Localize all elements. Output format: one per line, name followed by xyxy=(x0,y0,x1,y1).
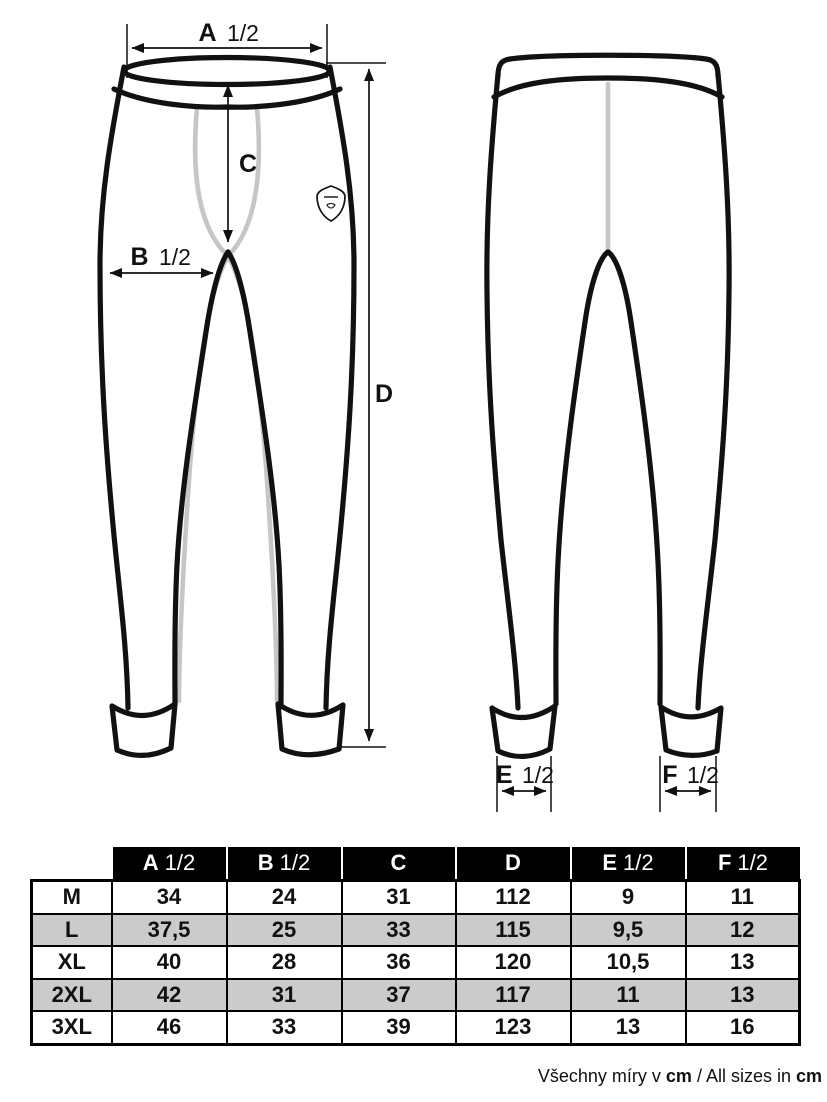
value-cell: 24 xyxy=(227,881,342,914)
front-waistband xyxy=(114,89,340,107)
front-outseam-left xyxy=(100,67,128,708)
column-header-f: F 1/2 xyxy=(686,847,800,881)
value-cell: 9 xyxy=(571,881,686,914)
value-cell: 28 xyxy=(227,946,342,979)
dim-a-label: A 1/2 xyxy=(198,19,259,47)
front-outseam-right xyxy=(326,67,354,708)
back-waist-top xyxy=(498,55,718,76)
units-note-text-en: / All sizes in xyxy=(691,1066,796,1086)
value-cell: 33 xyxy=(227,1011,342,1044)
value-cell: 13 xyxy=(686,979,800,1012)
value-cell: 117 xyxy=(456,979,571,1012)
size-cell: XL xyxy=(32,946,112,979)
value-cell: 12 xyxy=(686,914,800,947)
value-cell: 13 xyxy=(571,1011,686,1044)
value-cell: 115 xyxy=(456,914,571,947)
corner-cell xyxy=(32,847,112,881)
value-cell: 112 xyxy=(456,881,571,914)
value-cell: 33 xyxy=(342,914,456,947)
front-waist-opening xyxy=(124,58,330,85)
units-note xyxy=(0,1066,822,1087)
table-row-xl xyxy=(32,946,800,979)
dim-f-label: F 1/2 xyxy=(662,761,719,789)
dim-e-label: E 1/2 xyxy=(495,761,554,789)
pants-front-drawing xyxy=(100,58,354,756)
value-cell: 11 xyxy=(686,881,800,914)
value-cell: 37,5 xyxy=(112,914,227,947)
value-cell: 39 xyxy=(342,1011,456,1044)
back-inseam-right xyxy=(608,252,660,704)
units-note-unit-en: cm xyxy=(795,1066,822,1086)
size-table xyxy=(30,847,801,1046)
table-header-row xyxy=(32,847,800,881)
dim-c-label: C xyxy=(239,150,258,178)
back-outseam-right xyxy=(698,74,729,708)
size-cell: 3XL xyxy=(32,1011,112,1044)
value-cell: 40 xyxy=(112,946,227,979)
value-cell: 37 xyxy=(342,979,456,1012)
back-outseam-left xyxy=(487,74,518,708)
value-cell: 34 xyxy=(112,881,227,914)
table-row-3xl xyxy=(32,1011,800,1044)
table-row-2xl xyxy=(32,979,800,1012)
value-cell: 11 xyxy=(571,979,686,1012)
size-cell: M xyxy=(32,881,112,914)
back-inseam-left xyxy=(556,252,608,704)
units-note-unit-cs: cm xyxy=(665,1066,692,1086)
column-header-c: C xyxy=(342,847,456,881)
column-header-e: E 1/2 xyxy=(571,847,686,881)
front-seam-left xyxy=(195,108,277,701)
shield-badge-icon xyxy=(317,186,345,221)
size-cell: L xyxy=(32,914,112,947)
front-inseam-left xyxy=(175,252,228,705)
value-cell: 42 xyxy=(112,979,227,1012)
value-cell: 31 xyxy=(342,881,456,914)
value-cell: 31 xyxy=(227,979,342,1012)
value-cell: 123 xyxy=(456,1011,571,1044)
table-row-l xyxy=(32,914,800,947)
value-cell: 13 xyxy=(686,946,800,979)
value-cell: 9,5 xyxy=(571,914,686,947)
units-note-text-cs: Všechny míry v xyxy=(537,1066,666,1086)
value-cell: 120 xyxy=(456,946,571,979)
value-cell: 36 xyxy=(342,946,456,979)
dim-b-label: B 1/2 xyxy=(130,243,191,271)
value-cell: 25 xyxy=(227,914,342,947)
table-row-m xyxy=(32,881,800,914)
column-header-a: A 1/2 xyxy=(112,847,227,881)
size-cell: 2XL xyxy=(32,979,112,1012)
value-cell: 10,5 xyxy=(571,946,686,979)
value-cell: 46 xyxy=(112,1011,227,1044)
dimension-annotations xyxy=(110,19,719,812)
front-inseam-right xyxy=(228,252,281,705)
back-cuff-left xyxy=(492,706,555,756)
front-seam-right xyxy=(179,108,259,701)
back-cuff-right xyxy=(661,707,721,755)
column-header-d: D xyxy=(456,847,571,881)
front-cuff-left xyxy=(112,704,175,755)
pants-back-drawing xyxy=(487,55,729,756)
value-cell: 16 xyxy=(686,1011,800,1044)
column-header-b: B 1/2 xyxy=(227,847,342,881)
dim-d-label: D xyxy=(375,380,394,408)
front-cuff-right xyxy=(278,704,343,755)
